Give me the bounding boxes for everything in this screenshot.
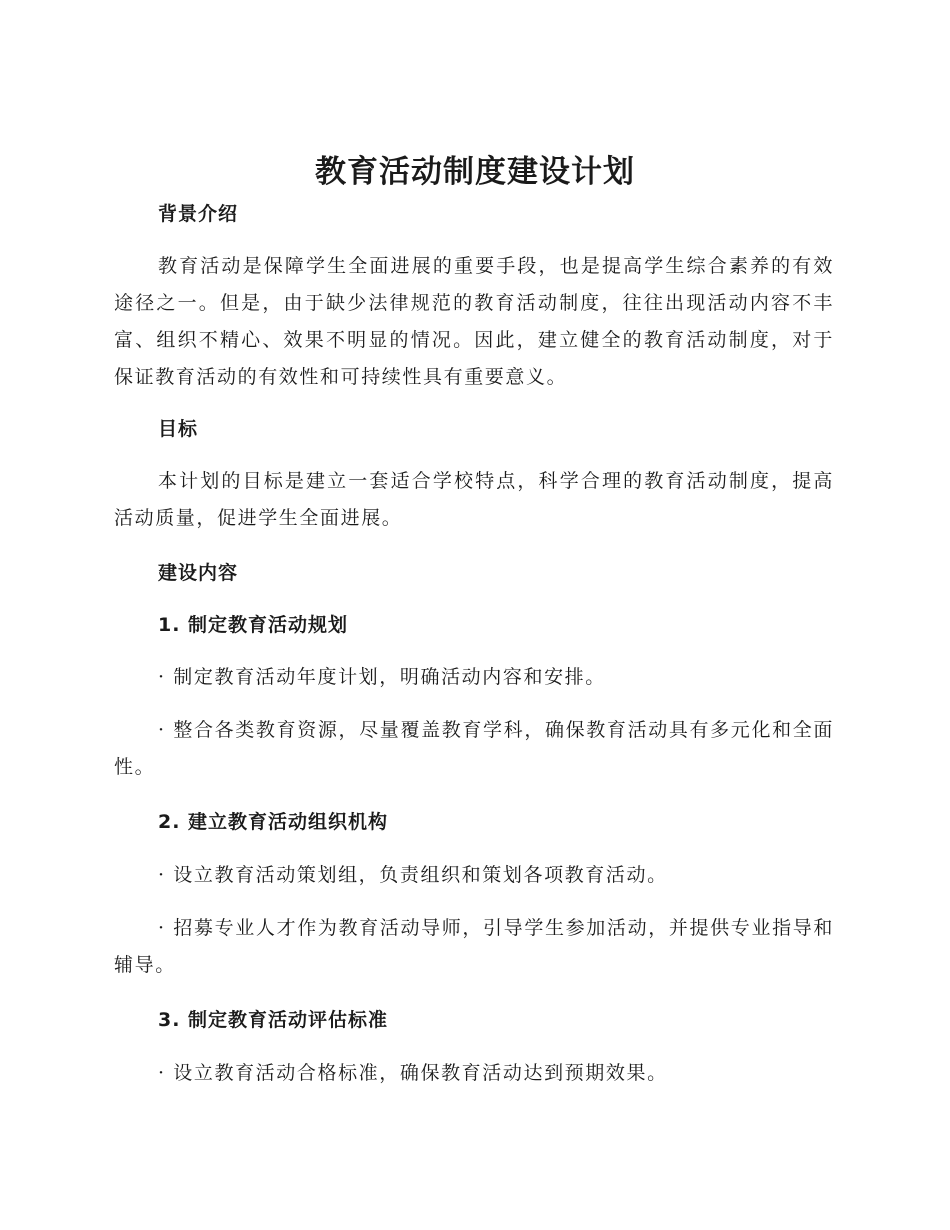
bullet-item-2-2: · 招募专业人才作为教育活动导师，引导学生参加活动，并提供专业指导和辅导。 — [114, 917, 834, 976]
section-heading-content: 建设内容 — [158, 562, 239, 584]
bullet-item-2-1: · 设立教育活动策划组，负责组织和策划各项教育活动。 — [158, 864, 668, 886]
subsection-heading-2: 2. 建立教育活动组织机构 — [158, 811, 389, 833]
section-heading-background: 背景介绍 — [158, 203, 239, 225]
bullet-item-1-2: · 整合各类教育资源，尽量覆盖教育学科，确保教育活动具有多元化和全面性。 — [114, 719, 834, 778]
subsection-heading-3: 3. 制定教育活动评估标准 — [158, 1009, 389, 1031]
section-heading-goal: 目标 — [158, 418, 199, 440]
subsection-heading-1: 1. 制定教育活动规划 — [158, 614, 349, 636]
paragraph-background: 教育活动是保障学生全面进展的重要手段，也是提高学生综合素养的有效途径之一。但是，由于缺少法律规范的教育活动制度，往往出现活动内容不丰富、组织不精心、效果不明显的情况。因此，建立健全的教育活动制度，对于保证教育活动的有效性和可持续性具有重要意义。 — [114, 255, 834, 388]
bullet-item-1-1: · 制定教育活动年度计划，明确活动内容和安排。 — [158, 666, 606, 688]
bullet-item-3-1: · 设立教育活动合格标准，确保教育活动达到预期效果。 — [158, 1062, 668, 1084]
document-title: 教育活动制度建设计划 — [315, 154, 635, 190]
paragraph-goal: 本计划的目标是建立一套适合学校特点，科学合理的教育活动制度，提高活动质量，促进学生全面进展。 — [114, 470, 834, 529]
